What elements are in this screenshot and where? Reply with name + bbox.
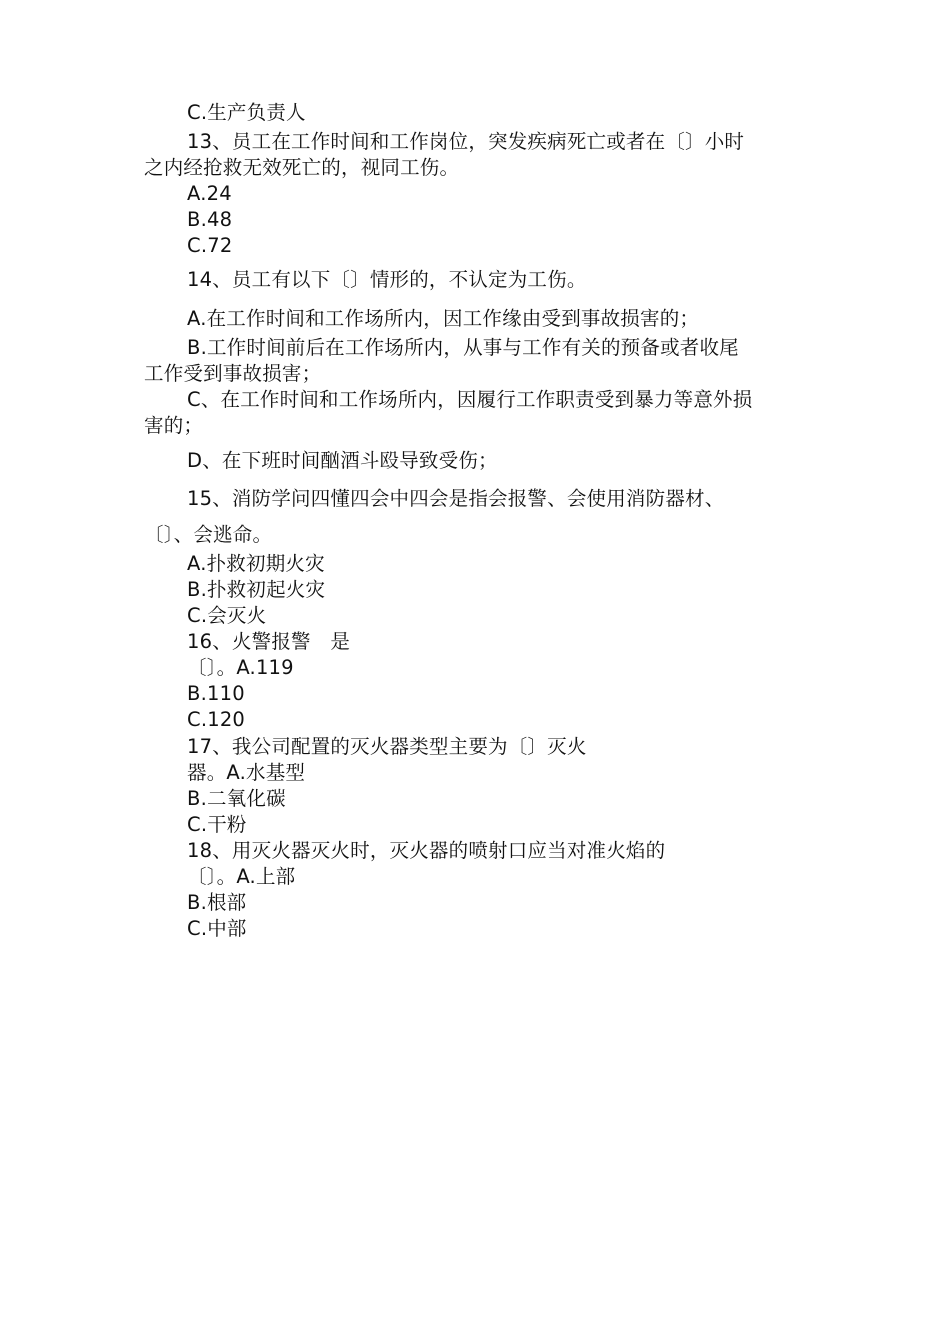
- option-14-c-line-1: C、在工作时间和工作场所内，因履行工作职责受到暴力等意外损: [187, 388, 753, 411]
- question-15-line-1: 15、消防学问四懂四会中四会是指会报警、会使用消防器材、: [187, 487, 725, 510]
- option-14-b-line-2: 工作受到事故损害；: [144, 362, 322, 385]
- option-14-a: A.在工作时间和工作场所内，因工作缘由受到事故损害的；: [187, 307, 700, 330]
- option-18-b: B.根部: [187, 891, 247, 914]
- option-15-b: B.扑救初起火灾: [187, 578, 326, 601]
- question-18-line-2: 〔〕。A.上部: [187, 865, 296, 888]
- option-14-b-line-1: B.工作时间前后在工作场所内，从事与工作有关的预备或者收尾: [187, 336, 739, 359]
- question-15-line-2: 〔〕、会逃命。: [144, 523, 273, 546]
- option-14-c-line-2: 害的；: [144, 414, 204, 437]
- option-17-c: C.干粉: [187, 813, 247, 836]
- question-16-line-2: 〔〕。A.119: [187, 656, 294, 679]
- option-15-c: C.会灭火: [187, 604, 267, 627]
- option-16-c: C.120: [187, 708, 246, 731]
- question-14: 14、员工有以下〔〕情形的，不认定为工伤。: [187, 268, 587, 291]
- option-18-c: C.中部: [187, 917, 247, 940]
- option-15-a: A.扑救初期火灾: [187, 552, 325, 575]
- question-13-line-1: 13、员工在工作时间和工作岗位，突发疾病死亡或者在〔〕小时: [187, 130, 745, 153]
- option-13-c: C.72: [187, 234, 233, 257]
- question-17-line-2: 器。A.水基型: [187, 761, 306, 784]
- option-14-d: D、在下班时间酗酒斗殴导致受伤；: [187, 449, 498, 472]
- option-13-prev-c: C.生产负责人: [187, 101, 306, 124]
- option-17-b: B.二氧化碳: [187, 787, 286, 810]
- question-17-line-1: 17、我公司配置的灭火器类型主要为〔〕灭火: [187, 735, 587, 758]
- option-13-b: B.48: [187, 208, 233, 231]
- option-16-b: B.110: [187, 682, 245, 705]
- option-13-a: A.24: [187, 182, 232, 205]
- question-16-line-1: 16、火警报警 是: [187, 630, 351, 653]
- question-18-line-1: 18、用灭火器灭火时，灭火器的喷射口应当对准火焰的: [187, 839, 666, 862]
- question-13-line-2: 之内经抢救无效死亡的，视同工伤。: [144, 156, 460, 179]
